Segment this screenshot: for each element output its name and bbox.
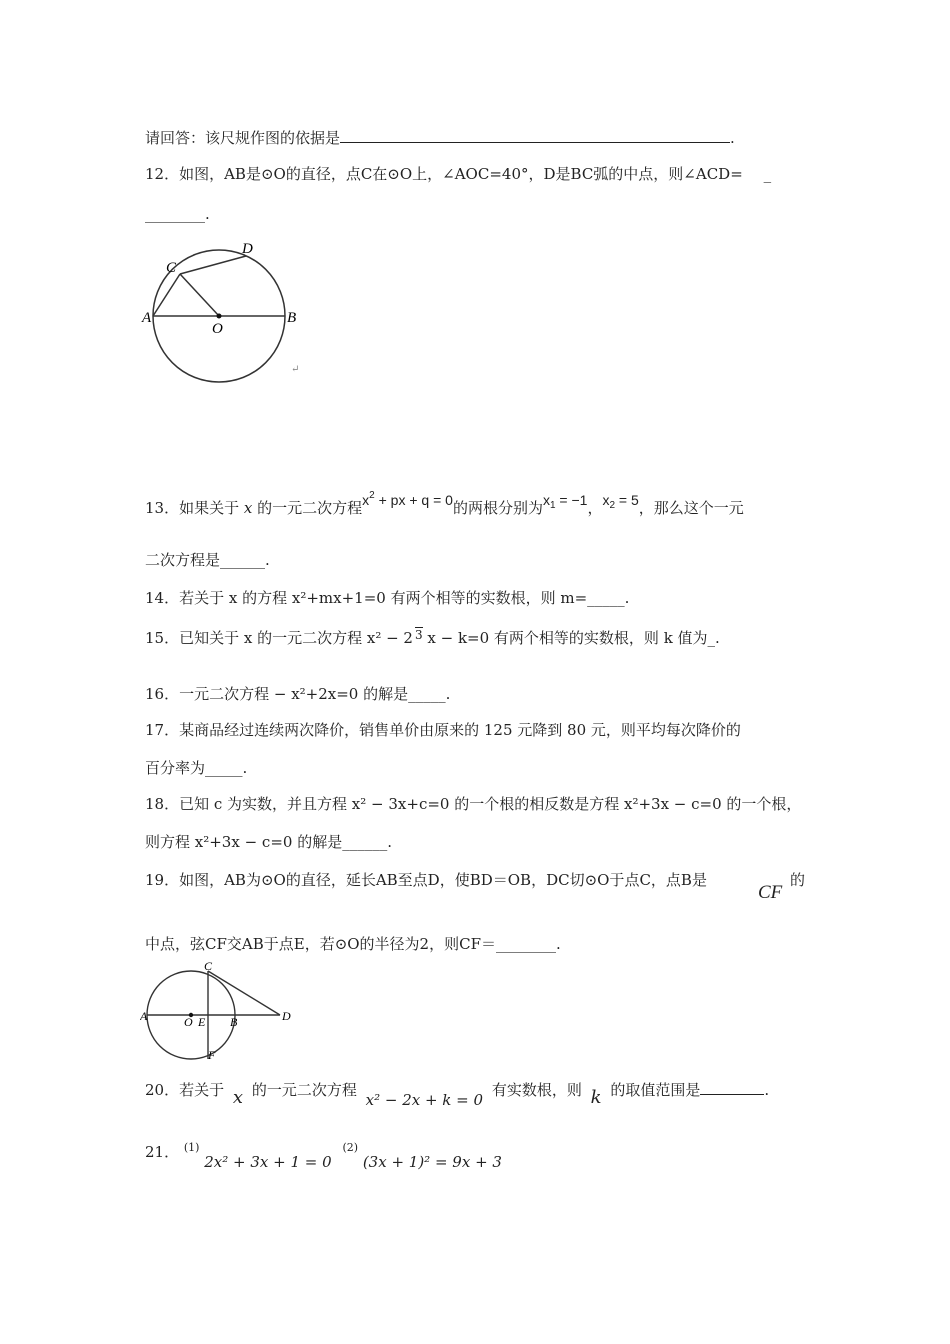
question-number: 15． xyxy=(145,629,180,647)
label-b: B xyxy=(287,310,297,326)
question-13: 13．如果关于 x 的一元二次方程$x^2$ + px + q = 0的两根分别为$x_1 = -1$，$x_2 = 5$，那么这个一元 xyxy=(145,490,744,517)
question-text: 若关于 x 的方程 x²+mx+1=0 有两个相等的实数根，则 m=_____. xyxy=(179,589,630,607)
label-a: A xyxy=(142,310,152,326)
line-11-text: 请回答：该尺规作图的依据是 xyxy=(145,129,341,147)
label-e: E xyxy=(198,1015,206,1029)
question-20: 20．若关于 x 的一元二次方程 x² − 2x + k = 0 有实数根，则 k 的取值范围是 . xyxy=(145,1081,770,1109)
question-19 xyxy=(145,870,707,890)
figure-12-circle-diagram xyxy=(140,236,310,386)
equation-1: 2x² + 3x + 1 = 0 xyxy=(204,1153,332,1171)
label-c: C xyxy=(204,962,213,973)
question-17-cont: 百分率为_____. xyxy=(145,759,248,777)
question-number: 14． xyxy=(145,589,180,607)
equation: $x^2$ + px + q = 0 xyxy=(362,490,453,508)
question-number: 18． xyxy=(145,795,180,813)
question-19-cont: 中点，弦CF交AB于点E，若⊙O的半径为2，则CF＝________. xyxy=(145,935,561,953)
question-number: 12． xyxy=(145,165,180,183)
question-15: 15．已知关于 x 的一元二次方程 x² − 2 $^3$ x − k=0 有两个相等的实数根，则 k 值为_. xyxy=(145,628,720,647)
answer-blank: ________. xyxy=(145,205,210,223)
question-number: 16． xyxy=(145,685,180,703)
line-11: 请回答：该尺规作图的依据是 . xyxy=(145,129,735,147)
arc-cf: CF xyxy=(758,882,783,903)
label-a: A xyxy=(140,1009,148,1023)
question-12-cont xyxy=(145,204,210,224)
question-text: 某商品经过连续两次降价，销售单价由原来的 125 元降到 80 元，则平均每次降价的 xyxy=(179,721,741,739)
question-16 xyxy=(145,684,450,704)
label-f: F xyxy=(208,1048,216,1062)
label-d: D xyxy=(282,1009,291,1023)
sqrt-3: 3 xyxy=(414,628,423,642)
question-17 xyxy=(145,720,741,740)
label-d: D xyxy=(242,241,253,257)
question-text: 已知 c 为实数，并且方程 x² − 3x+c=0 的一个根的相反数是方程 x²+3x − c=0 的一个根， xyxy=(179,795,802,813)
return-mark-icon: ↵ xyxy=(291,364,300,375)
question-text: 如图，AB为⊙O的直径，延长AB至点D，使BD＝OB，DC切⊙O于点C，点B是 xyxy=(179,871,707,889)
equation-2: (3x + 1)² = 9x + 3 xyxy=(362,1153,502,1171)
label-o: O xyxy=(184,1015,193,1029)
question-number: 17． xyxy=(145,721,180,739)
question-13-cont: 二次方程是______. xyxy=(145,551,270,569)
question-12: 12．如图，AB是⊙O的直径，点C在⊙O上，∠AOC=40°，D是BC弧的中点，则∠ACD= _ xyxy=(145,165,772,183)
label-o: O xyxy=(212,321,223,337)
label-c: C xyxy=(166,260,177,276)
question-text: 如图，AB是⊙O的直径，点C在⊙O上，∠AOC=40°，D是BC弧的中点，则∠ACD= xyxy=(179,165,743,183)
answer-blank xyxy=(700,1094,764,1095)
root-x2: $x_2 = 5$ xyxy=(602,492,639,511)
label-b: B xyxy=(230,1015,238,1029)
question-number: 13． xyxy=(145,499,180,517)
equation: x² − 2x + k = 0 xyxy=(365,1091,484,1109)
question-number: 19． xyxy=(145,871,180,889)
question-number: 20． xyxy=(145,1081,180,1099)
root-x1: $x_1 = -1$ xyxy=(542,492,588,511)
question-number: 21． xyxy=(145,1143,180,1161)
question-14 xyxy=(145,588,629,608)
question-18-cont: 则方程 x²+3x − c=0 的解是______. xyxy=(145,833,392,851)
question-21: 21． $^{(1)}$ 2x² + 3x + 1 = 0 $^{(2)}$ (3x + 1)² = 9x + 3 xyxy=(145,1141,502,1171)
figure-19-tangent-diagram xyxy=(140,962,300,1062)
answer-blank xyxy=(340,142,730,143)
question-18 xyxy=(145,794,801,814)
question-text: 一元二次方程 − x²+2x=0 的解是_____. xyxy=(179,685,451,703)
